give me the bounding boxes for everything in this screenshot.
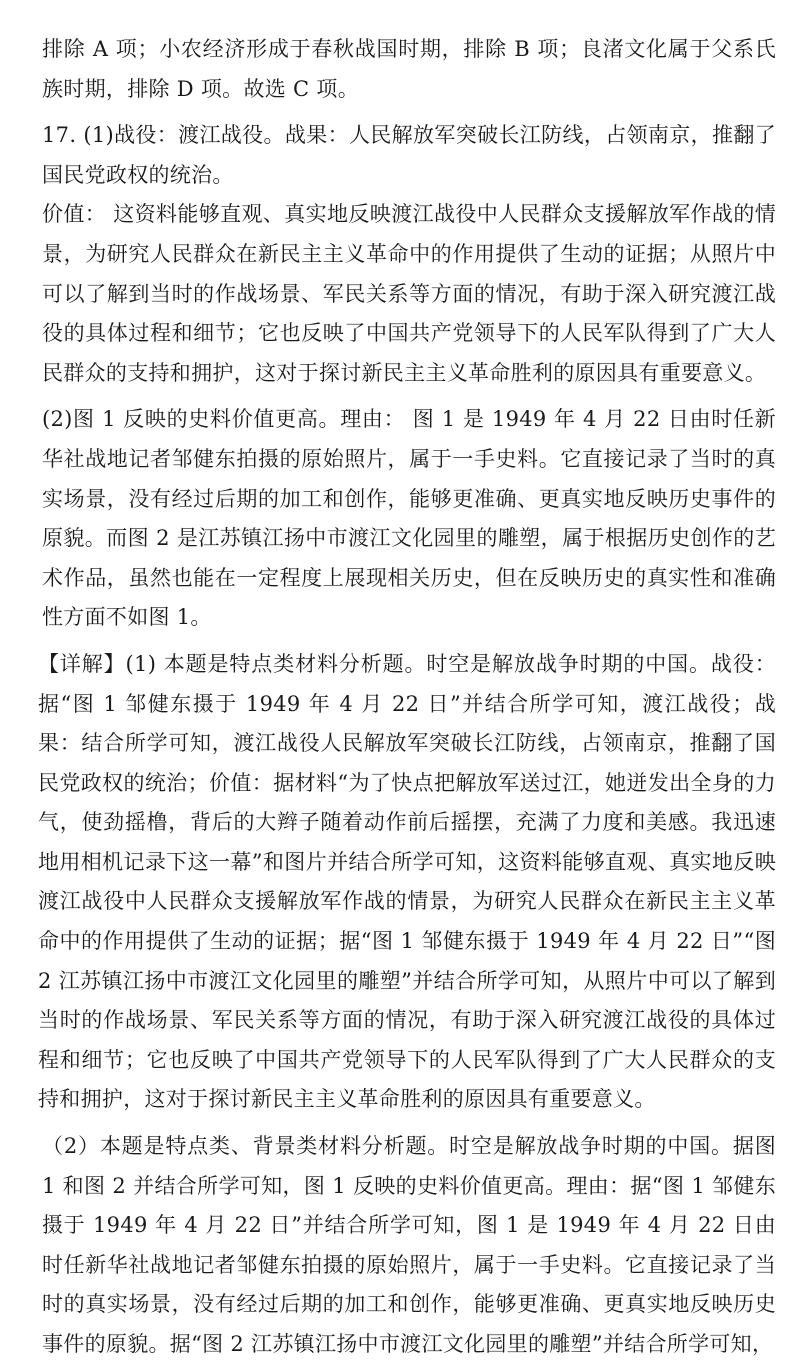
paragraph-q17-part2: (2)图 1 反映的史料价值更高。理由： 图 1 是 1949 年 4 月 22 日由时任新华社战地记者邹健东拍摄的原始照片，属于一手史料。它直接记录了当时的真实场景，没有经过后期的加工和创作，能够更准确、更真实地反映历史事件的原貌。而图 2 是江苏镇江扬中市渡江文化园里的雕塑，属于根据历史创作的艺术作品，虽然也能在一定程度上展现相关历史，但在反映历史的真实性和准确性方面不如图 1。 <box>42 407 776 630</box>
paragraph-prev-answer-tail: 排除 A 项；小农经济形成于春秋战国时期，排除 B 项；良渚文化属于父系氏族时期，排除 D 项。故选 C 项。 <box>42 37 776 101</box>
paragraph-detail-part2: （2）本题是特点类、背景类材料分析题。时空是解放战争时期的中国。据图 1 和图 2 并结合所学可知，图 1 反映的史料价值更高。理由：据“图 1 邹健东摄于 1949 年 4 月 22 日”并结合所学可知，图 1 是 1949 年 4 月 22 日由时任新华社战地记者邹健东拍摄的原始照片，属于一手史料。它直接记录了当时的真实场景，没有经过后期的加工和创作，能够更准确、更真实地反映历史事件的原貌。据“图 2 江苏镇江扬中市渡江文化园里的雕塑”并结合所学可知， <box>42 1134 776 1356</box>
paragraph-detail-part1: 【详解】(1) 本题是特点类材料分析题。时空是解放战争时期的中国。战役：据“图 1 邹健东摄于 1949 年 4 月 22 日”并结合所学可知，渡江战役；战果：结合所学可知，渡江战役人民解放军突破长江防线，占领南京，推翻了国民党政权的统治；价值：据材料“为了快点把解放军送过江，她迸发出全身的力气，使劲摇橹，背后的大辫子随着动作前后摇摆，充满了力度和美感。我迅速地用相机记录下这一幕”和图片并结合所学可知，这资料能够直观、真实地反映渡江战役中人民群众支援解放军作战的情景，为研究人民群众在新民主主义革命中的作用提供了生动的证据；据“图 1 邹健东摄于 1949 年 4 月 22 日”“图 2 江苏镇江扬中市渡江文化园里的雕塑”并结合所学可知，从照片中可以了解到当时的作战场景、军民关系等方面的情况，有助于深入研究渡江战役的具体过程和细节；它也反映了中国共产党领导下的人民军队得到了广大人民群众的支持和拥护，这对于探讨新民主主义革命胜利的原因具有重要意义。 <box>38 651 776 1112</box>
paragraph-q17-part1-value: 价值： 这资料能够直观、真实地反映渡江战役中人民群众支援解放军作战的情景，为研究人民群众在新民主主义革命中的作用提供了生动的证据；从照片中可以了解到当时的作战场景、军民关系等方面的情况，有助于深入研究渡江战役的具体过程和细节；它也反映了中国共产党领导下的人民军队得到了广大人民群众的支持和拥护，这对于探讨新民主主义革命胜利的原因具有重要意义。 <box>42 202 776 385</box>
paragraph-q17-part1-battle: 17. (1)战役：渡江战役。战果：人民解放军突破长江防线，占领南京，推翻了国民党政权的统治。 <box>42 123 776 187</box>
